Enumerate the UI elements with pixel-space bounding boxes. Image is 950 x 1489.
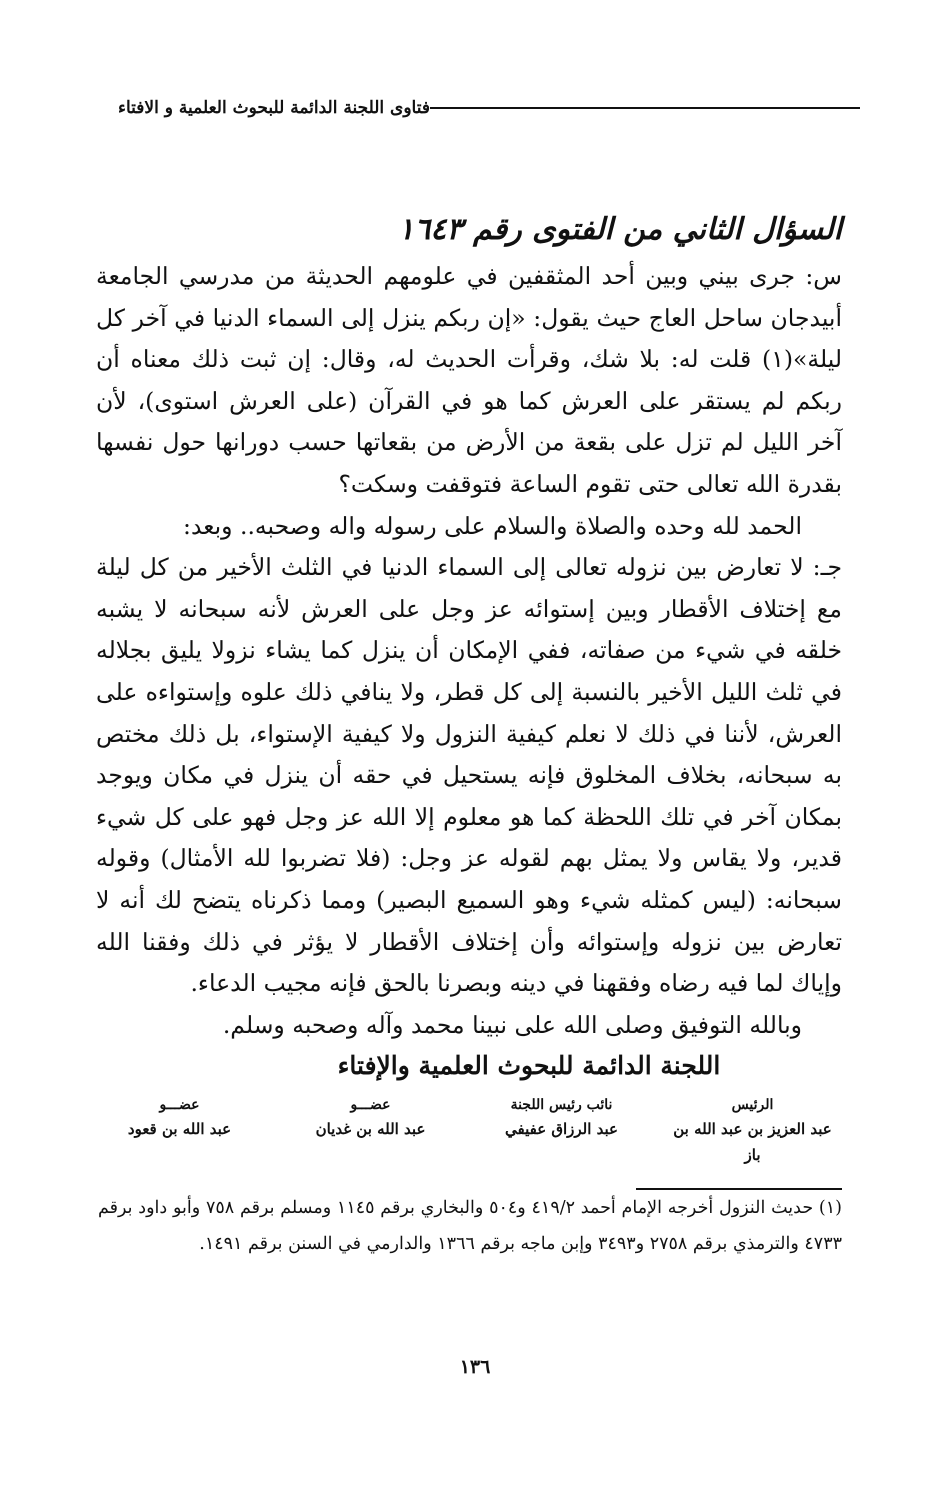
page-number: ١٣٦ <box>459 1356 491 1378</box>
signature-role: نائب رئيس اللجنة <box>510 1097 613 1113</box>
closing-prayer: وبالله التوفيق وصلى الله على نبينا محمد وآله وصحبه وسلم. <box>222 1010 802 1039</box>
signature-role: الرئيس <box>731 1097 774 1113</box>
signature-role: عضـــو <box>350 1097 391 1113</box>
question-title: السؤال الثاني من الفتوى رقم ١٦٤٣ <box>398 212 842 247</box>
committee-name: اللجنة الدائمة للبحوث العلمية والإفتاء <box>337 1051 721 1081</box>
signature-name: عبد العزيز بن عبد الله بن باز <box>673 1120 832 1164</box>
signature-chair <box>665 1094 840 1168</box>
signature-name: عبد الله بن قعود <box>127 1120 232 1138</box>
running-header <box>118 98 868 118</box>
question-paragraph: س: جرى بيني وبين أحد المثقفين في علومهم الحديثة من مدرسي الجامعة أبيدجان ساحل العاج حيث يقول: «إن ربكم ينزل إلى السماء الدنيا في آخر كل ليلة»(١) قلت له: بلا شك، وقرأت الحديث له، وقال: إن ثبت ذلك معناه أن ربكم لم يستقر على العرش كما هو في القرآن (على العرش استوى)، لأن آخر الليل لم تزل على بقعة من الأرض من بقعاتها حسب دورانها حول نفسها بقدرة الله تعالى حتى تقوم الساعة فتوقفت وسكت؟ <box>96 262 842 498</box>
signatures-block <box>92 1094 840 1168</box>
footnote: (١) حديث النزول أخرجه الإمام أحمد ٤١٩/٢ و٥٠٤ والبخاري برقم ١١٤٥ ومسلم برقم ٧٥٨ وأبو داود برقم ٤٧٣٣ والترمذي برقم ٢٧٥٨ و٣٤٩٣ وإبن ماجه برقم ١٣٦٦ والدارمي في السنن برقم ١٤٩١. <box>98 1198 842 1254</box>
signature-name: عبد الرزاق عفيفي <box>504 1120 618 1138</box>
answer-paragraph: جـ: لا تعارض بين نزوله تعالى إلى السماء الدنيا في الثلث الأخير من كل ليلة مع إختلاف الأقطار وبين إستوائه عز وجل على العرش لأنه سبحانه لا يشبه خلقه في شيء من صفاته، ففي الإمكان أن ينزل كما يشاء نزولا يليق بجلاله في ثلث الليل الأخير بالنسبة إلى كل قطر، ولا ينافي ذلك علوه وإستواءه على العرش، لأننا في ذلك لا نعلم كيفية النزول ولا كيفية الإستواء، بل ذلك مختص به سبحانه، بخلاف المخلوق فإنه يستحيل في حقه أن ينزل في مكان ويوجد بمكان آخر في تلك اللحظة كما هو معلوم إلا الله عز وجل فهو على كل شيء قدير، ولا يقاس ولا يمثل بهم لقوله عز وجل: (فلا تضربوا لله الأمثال) وقوله سبحانه: (ليس كمثله شيء وهو السميع البصير) ومما ذكرناه يتضح لك أنه لا تعارض بين نزوله وإستوائه وأن إختلاف الأقطار لا يؤثر في ذلك وفقنا الله وإياك لما فيه رضاه وفقهنا في دينه وبصرنا بالحق فإنه مجيب الدعاء. <box>96 553 842 998</box>
signature-name: عبد الله بن غديان <box>315 1120 426 1138</box>
header-rule <box>430 107 860 109</box>
signature-role: عضـــو <box>159 1097 200 1113</box>
fatwa-body <box>96 208 842 1086</box>
signature-member-1 <box>92 1094 267 1168</box>
signature-vice-chair <box>474 1094 649 1168</box>
signature-member-2 <box>283 1094 458 1168</box>
running-header-title: فتاوى اللجنة الدائمة للبحوث العلمية و الافتاء <box>118 98 430 118</box>
opening-praise: الحمد لله وحده والصلاة والسلام على رسوله واله وصحبه.. وبعد: <box>183 511 802 540</box>
